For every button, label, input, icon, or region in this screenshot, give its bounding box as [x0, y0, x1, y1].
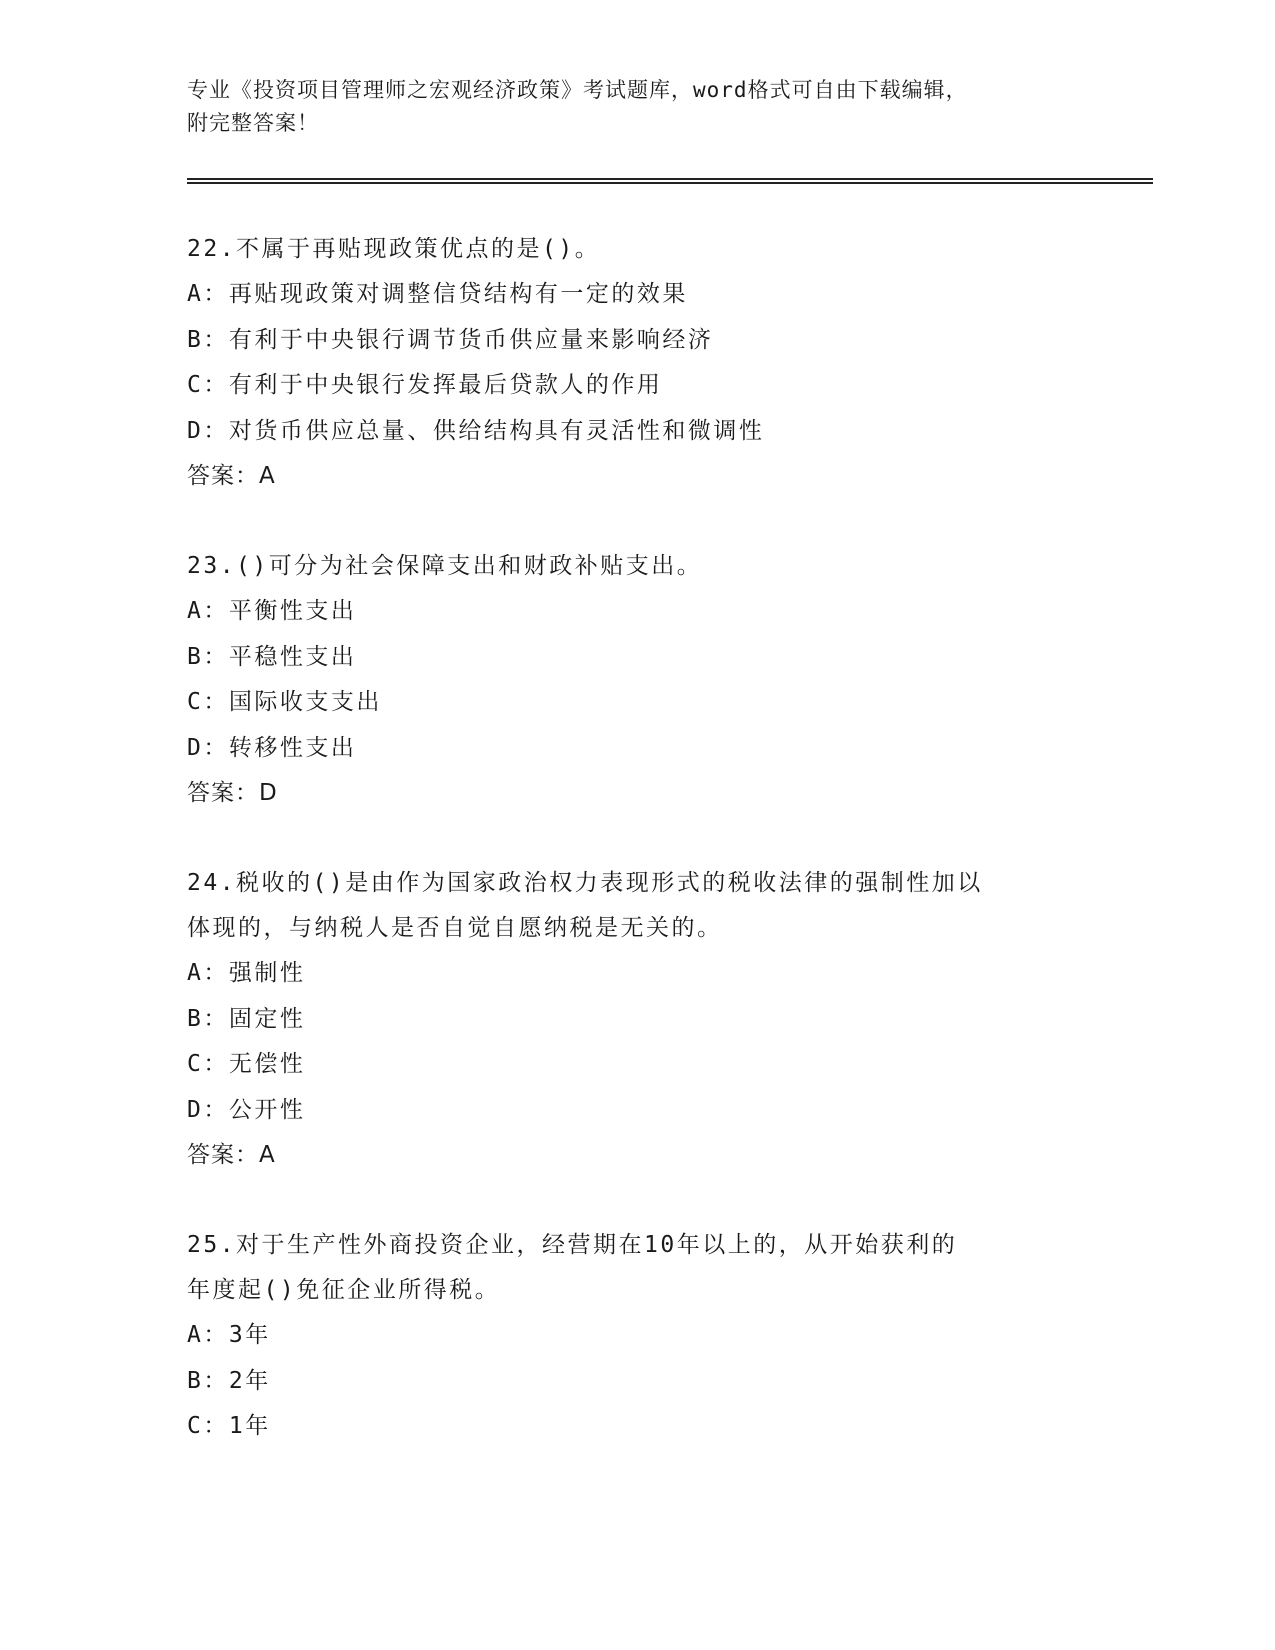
answer: 答案：A: [187, 1142, 276, 1168]
question-stem: 23.()可分为社会保障支出和财政补贴支出。: [187, 553, 703, 579]
question-stem-line-1: 25.对于生产性外商投资企业，经营期在10年以上的，从开始获利的: [187, 1232, 958, 1258]
question-22: [187, 227, 1087, 499]
question-23: [187, 544, 1087, 816]
option-b: B：2年: [187, 1367, 271, 1394]
option-b: B：有利于中央银行调节货币供应量来影响经济: [187, 326, 714, 353]
option-c: C：1年: [187, 1413, 271, 1439]
option-a: A：强制性: [187, 960, 306, 986]
option-b: B：固定性: [187, 1005, 306, 1032]
answer: 答案：D: [187, 780, 278, 806]
option-d: D：转移性支出: [187, 734, 357, 761]
question-stem-line-2: 年度起()免征企业所得税。: [187, 1277, 501, 1303]
option-d: D：对货币供应总量、供给结构具有灵活性和微调性: [187, 417, 765, 444]
question-stem: 22.不属于再贴现政策优点的是()。: [187, 236, 601, 262]
option-a: A：平衡性支出: [187, 598, 357, 624]
option-b: B：平稳性支出: [187, 643, 357, 670]
question-24: [187, 861, 1087, 1178]
option-c: C：有利于中央银行发挥最后贷款人的作用: [187, 372, 663, 398]
option-c: C：无偿性: [187, 1051, 306, 1077]
question-25: [187, 1223, 1087, 1450]
option-a: A：再贴现政策对调整信贷结构有一定的效果: [187, 281, 688, 307]
option-d: D：公开性: [187, 1096, 306, 1123]
option-a: A：3年: [187, 1322, 271, 1348]
question-stem-line-1: 24.税收的()是由作为国家政治权力表现形式的税收法律的强制性加以: [187, 870, 983, 896]
document-intro: [187, 74, 1067, 140]
option-c: C：国际收支支出: [187, 689, 382, 715]
intro-line-2: 附完整答案！: [187, 111, 319, 135]
question-stem-line-2: 体现的，与纳税人是否自觉自愿纳税是无关的。: [187, 915, 723, 941]
intro-line-1: 专业《投资项目管理师之宏观经济政策》考试题库，word格式可自由下载编辑，: [187, 78, 968, 102]
header-double-rule: [187, 178, 1153, 184]
answer: 答案：A: [187, 463, 276, 489]
